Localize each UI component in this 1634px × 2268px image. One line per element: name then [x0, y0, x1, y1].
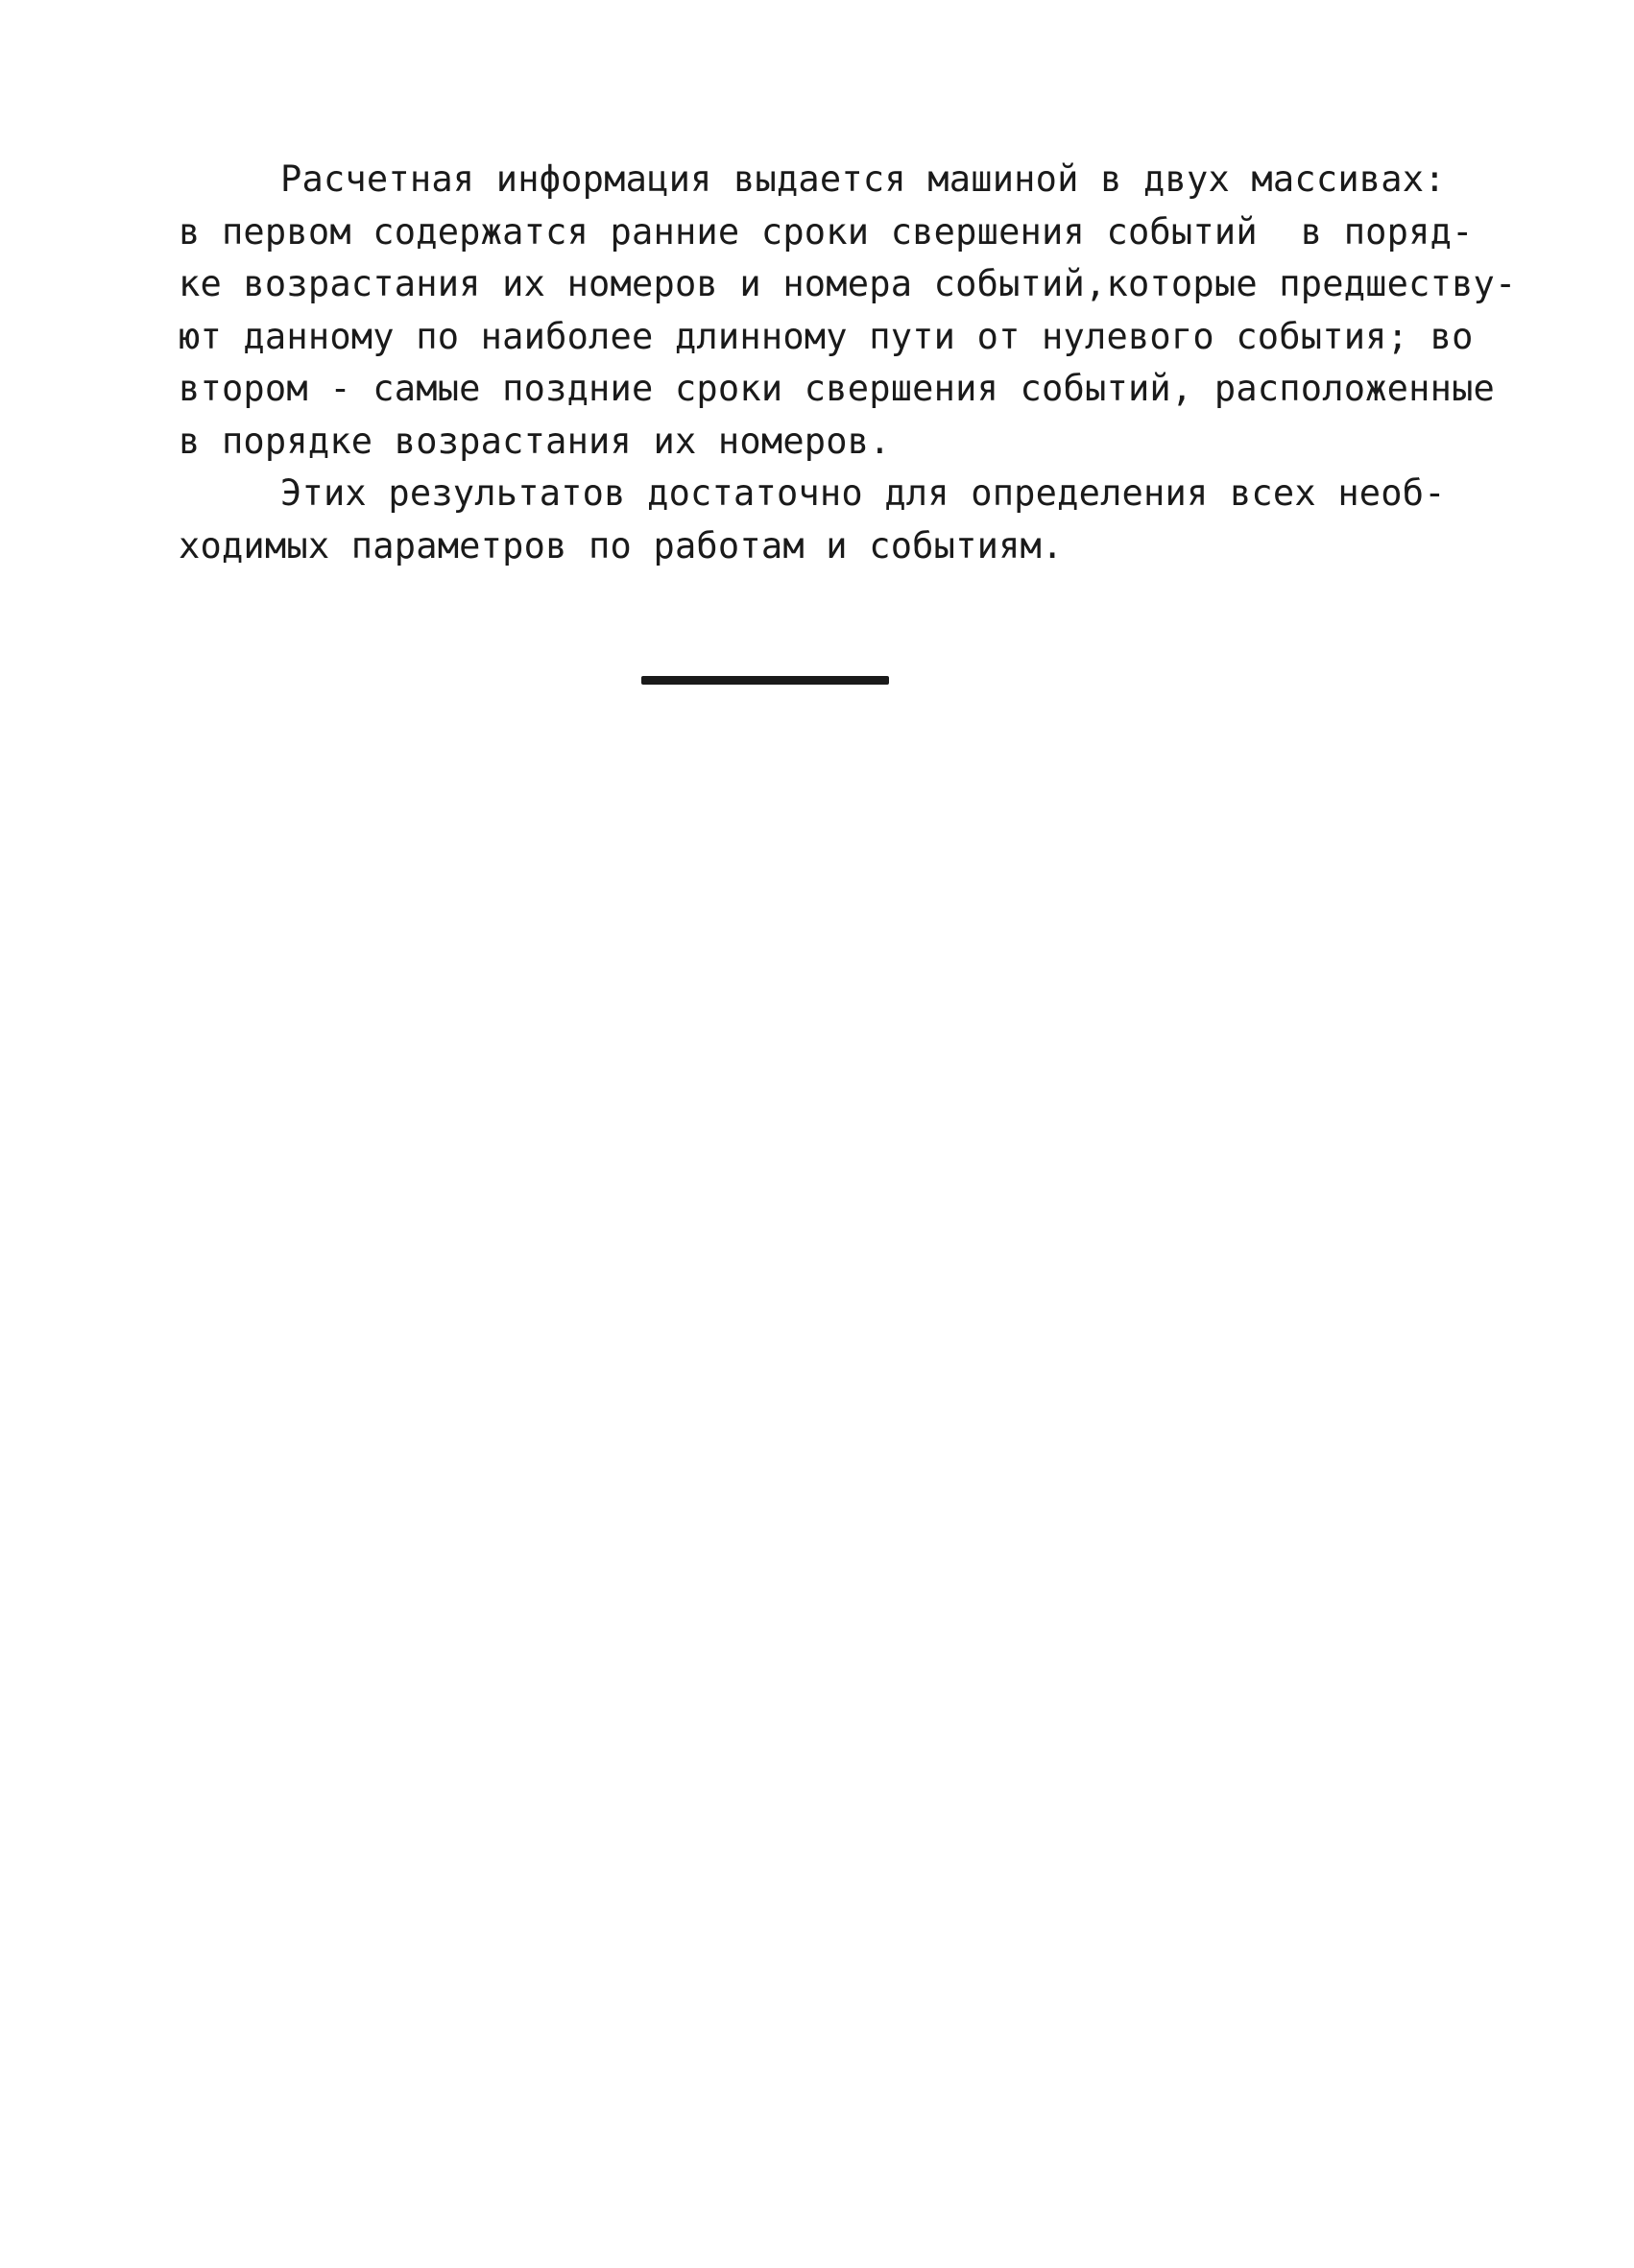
paragraph-line: Этих результатов достаточно для определения всех необ- — [280, 472, 1446, 514]
paragraph-line: в первом содержатся ранние сроки свершения событий в поряд- — [179, 210, 1474, 253]
paragraph-line: ке возрастания их номеров и номера событий,которые предшеству- — [179, 263, 1517, 304]
paragraph-line: Расчетная информация выдается машиной в двух массивах: — [280, 158, 1446, 200]
paragraph-line: ходимых параметров по работам и событиям. — [179, 524, 1064, 567]
paragraph-2 — [179, 468, 1446, 572]
paragraph-line: ют данному по наиболее длинному пути от нулевого события; во — [179, 315, 1474, 357]
paragraph-line: в порядке возрастания их номеров. — [179, 420, 891, 462]
document-body — [179, 154, 1517, 572]
paragraph-1 — [179, 154, 1517, 468]
end-of-text-rule — [641, 676, 889, 685]
paragraph-line: втором - самые поздние сроки свершения событий, расположенные — [179, 368, 1496, 409]
